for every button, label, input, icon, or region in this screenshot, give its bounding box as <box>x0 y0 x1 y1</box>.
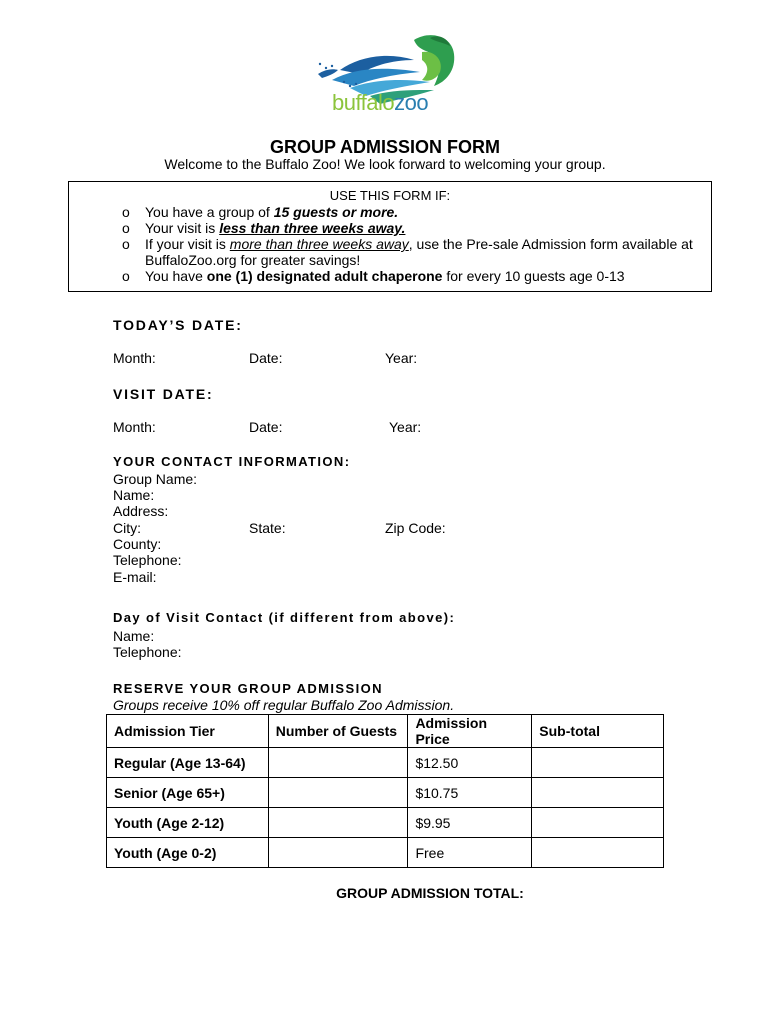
reserve-note: Groups receive 10% off regular Buffalo Zoo Admission. <box>113 697 455 713</box>
county-label: County: <box>113 536 162 552</box>
bullet-marker: o <box>122 236 130 252</box>
visit-date-label: Date: <box>249 419 283 435</box>
zip-label: Zip Code: <box>385 520 446 536</box>
visit-year-label: Year: <box>389 419 422 435</box>
price-cell: $9.95 <box>408 808 532 838</box>
tier-cell: Youth (Age 2-12) <box>107 808 269 838</box>
table-row <box>107 838 664 868</box>
welcome-text: Welcome to the Buffalo Zoo! We look forward to welcoming your group. <box>164 156 606 172</box>
logo-word-zoo: zoo <box>394 90 429 115</box>
tier-cell: Youth (Age 0-2) <box>107 838 269 868</box>
table-row <box>107 748 664 778</box>
todays-date-label: Date: <box>249 350 283 366</box>
criteria-text: You have <box>145 268 207 284</box>
criteria-text: Your visit is <box>145 220 220 236</box>
day-contact-telephone-label: Telephone: <box>113 644 182 660</box>
table-row <box>107 808 664 838</box>
criteria-emphasis: 15 guests or more. <box>273 204 399 220</box>
criteria-text: for every 10 guests age 0-13 <box>442 268 625 284</box>
subtotal-input-cell[interactable] <box>532 808 664 838</box>
criteria-bullet-3-line2: BuffaloZoo.org for greater savings! <box>145 252 361 268</box>
logo-word-buffalo: buffalo <box>332 90 395 115</box>
header-admission-price: Admission Price <box>408 715 532 748</box>
group-total-label: GROUP ADMISSION TOTAL: <box>336 885 524 901</box>
table-header-row <box>107 715 664 748</box>
price-cell: $12.50 <box>408 748 532 778</box>
guests-input-cell[interactable] <box>268 808 408 838</box>
address-label: Address: <box>113 503 169 519</box>
criteria-link-text: more than three weeks away <box>229 236 409 252</box>
form-title: GROUP ADMISSION FORM <box>269 137 500 157</box>
bullet-marker: o <box>122 220 130 236</box>
admission-table <box>106 714 664 868</box>
group-name-label: Group Name: <box>113 471 198 487</box>
criteria-heading: USE THIS FORM IF: <box>329 188 451 203</box>
bullet-marker: o <box>122 204 130 220</box>
price-cell: Free <box>408 838 532 868</box>
guests-input-cell[interactable] <box>268 748 408 778</box>
todays-year-label: Year: <box>385 350 418 366</box>
table-row <box>107 778 664 808</box>
day-contact-heading: Day of Visit Contact (if different from above): <box>113 610 456 625</box>
price-cell: $10.75 <box>408 778 532 808</box>
subtotal-input-cell[interactable] <box>532 838 664 868</box>
subtotal-input-cell[interactable] <box>532 778 664 808</box>
state-label: State: <box>249 520 286 536</box>
criteria-bold: one (1) designated adult chaperone <box>206 268 443 284</box>
guests-input-cell[interactable] <box>268 778 408 808</box>
visit-month-label: Month: <box>113 419 156 435</box>
name-label: Name: <box>113 487 155 503</box>
criteria-text: If your visit is <box>145 236 230 252</box>
todays-date-heading: TODAY’S DATE: <box>113 317 243 333</box>
city-label: City: <box>113 520 141 536</box>
reserve-heading: RESERVE YOUR GROUP ADMISSION <box>113 681 383 696</box>
day-contact-name-label: Name: <box>113 628 155 644</box>
email-label: E-mail: <box>113 569 157 585</box>
subtotal-input-cell[interactable] <box>532 748 664 778</box>
criteria-text: You have a group of <box>145 204 274 220</box>
header-admission-tier: Admission Tier <box>107 715 269 748</box>
header-sub-total: Sub-total <box>532 715 664 748</box>
criteria-emphasis: less than three weeks away. <box>219 220 406 236</box>
logo-wordmark <box>332 90 428 116</box>
tier-cell: Regular (Age 13-64) <box>107 748 269 778</box>
criteria-text: , use the Pre-sale Admission form available at <box>408 236 693 252</box>
todays-month-label: Month: <box>113 350 156 366</box>
header-number-of-guests: Number of Guests <box>268 715 408 748</box>
contact-heading: YOUR CONTACT INFORMATION: <box>113 454 351 469</box>
visit-date-heading: VISIT DATE: <box>113 386 214 402</box>
guests-input-cell[interactable] <box>268 838 408 868</box>
tier-cell: Senior (Age 65+) <box>107 778 269 808</box>
telephone-label: Telephone: <box>113 552 182 568</box>
lion-icon <box>414 35 454 86</box>
bullet-marker: o <box>122 268 130 284</box>
